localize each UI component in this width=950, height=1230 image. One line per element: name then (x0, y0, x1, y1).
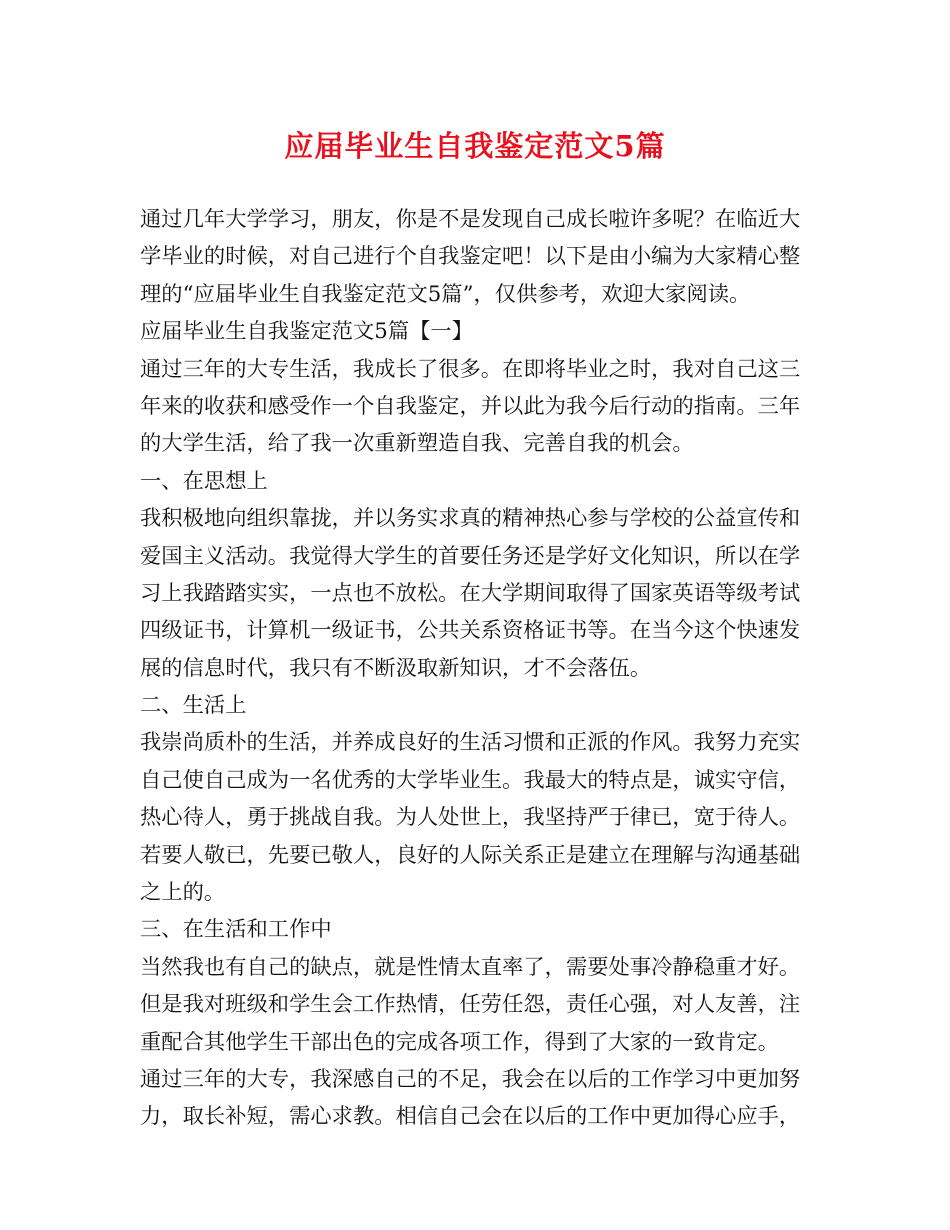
body-line: 年来的收获和感受作一个自我鉴定，并以此为我今后行动的指南。三年 (140, 393, 801, 419)
body-line: 理的“应届毕业生自我鉴定范文5篇”，仅供参考，欢迎大家阅读。 (140, 281, 751, 307)
body-line: 通过几年大学学习，朋友，你是不是发现自己成长啦许多呢？在临近大 (140, 207, 801, 232)
subsection-heading: 一、在思想上 (140, 468, 268, 494)
body-line: 热心待人，勇于挑战自我。为人处世上，我坚持严于律已，宽于待人。 (140, 805, 801, 831)
section-heading: 应届毕业生自我鉴定范文5篇【一】 (140, 319, 474, 345)
body-line: 通过三年的大专，我深感自己的不足，我会在以后的工作学习中更加努 (140, 1066, 801, 1092)
body-line: 我崇尚质朴的生活，并养成良好的生活习惯和正派的作风。我努力充实 (140, 730, 801, 756)
body-line: 习上我踏踏实实，一点也不放松。在大学期间取得了国家英语等级考试 (140, 580, 801, 606)
body-line: 若要人敬已，先要已敬人，良好的人际关系正是建立在理解与沟通基础 (140, 842, 801, 868)
body-line: 自己使自己成为一名优秀的大学毕业生。我最大的特点是，诚实守信， (140, 767, 801, 793)
subsection-heading: 三、在生活和工作中 (140, 917, 332, 943)
body-line: 学毕业的时候，对自己进行个自我鉴定吧！以下是由小编为大家精心整 (140, 244, 801, 270)
body-line: 但是我对班级和学生会工作热情，任劳任怨，责任心强，对人友善，注 (140, 992, 801, 1018)
body-line: 的大学生活，给了我一次重新塑造自我、完善自我的机会。 (140, 431, 694, 457)
document-body (140, 201, 820, 1136)
body-line: 通过三年的大专生活，我成长了很多。在即将毕业之时，我对自己这三 (140, 356, 801, 382)
body-line: 四级证书，计算机一级证书，公共关系资格证书等。在当今这个快速发 (140, 618, 801, 644)
body-line: 之上的。 (140, 880, 226, 906)
document-title: 应届毕业生自我鉴定范文5篇 (284, 129, 666, 163)
body-line: 当然我也有自己的缺点，就是性情太直率了，需要处事冷静稳重才好。 (140, 954, 801, 980)
body-line: 展的信息时代，我只有不断汲取新知识，才不会落伍。 (140, 655, 652, 681)
body-line: 重配合其他学生干部出色的完成各项工作，得到了大家的一致肯定。 (140, 1029, 779, 1055)
body-line: 力，取长补短，需心求教。相信自己会在以后的工作中更加得心应手， (140, 1104, 801, 1130)
subsection-heading: 二、生活上 (140, 693, 247, 719)
body-line: 我积极地向组织靠拢，并以务实求真的精神热心参与学校的公益宣传和 (140, 506, 801, 532)
body-line: 爱国主义活动。我觉得大学生的首要任务还是学好文化知识，所以在学 (140, 543, 801, 569)
